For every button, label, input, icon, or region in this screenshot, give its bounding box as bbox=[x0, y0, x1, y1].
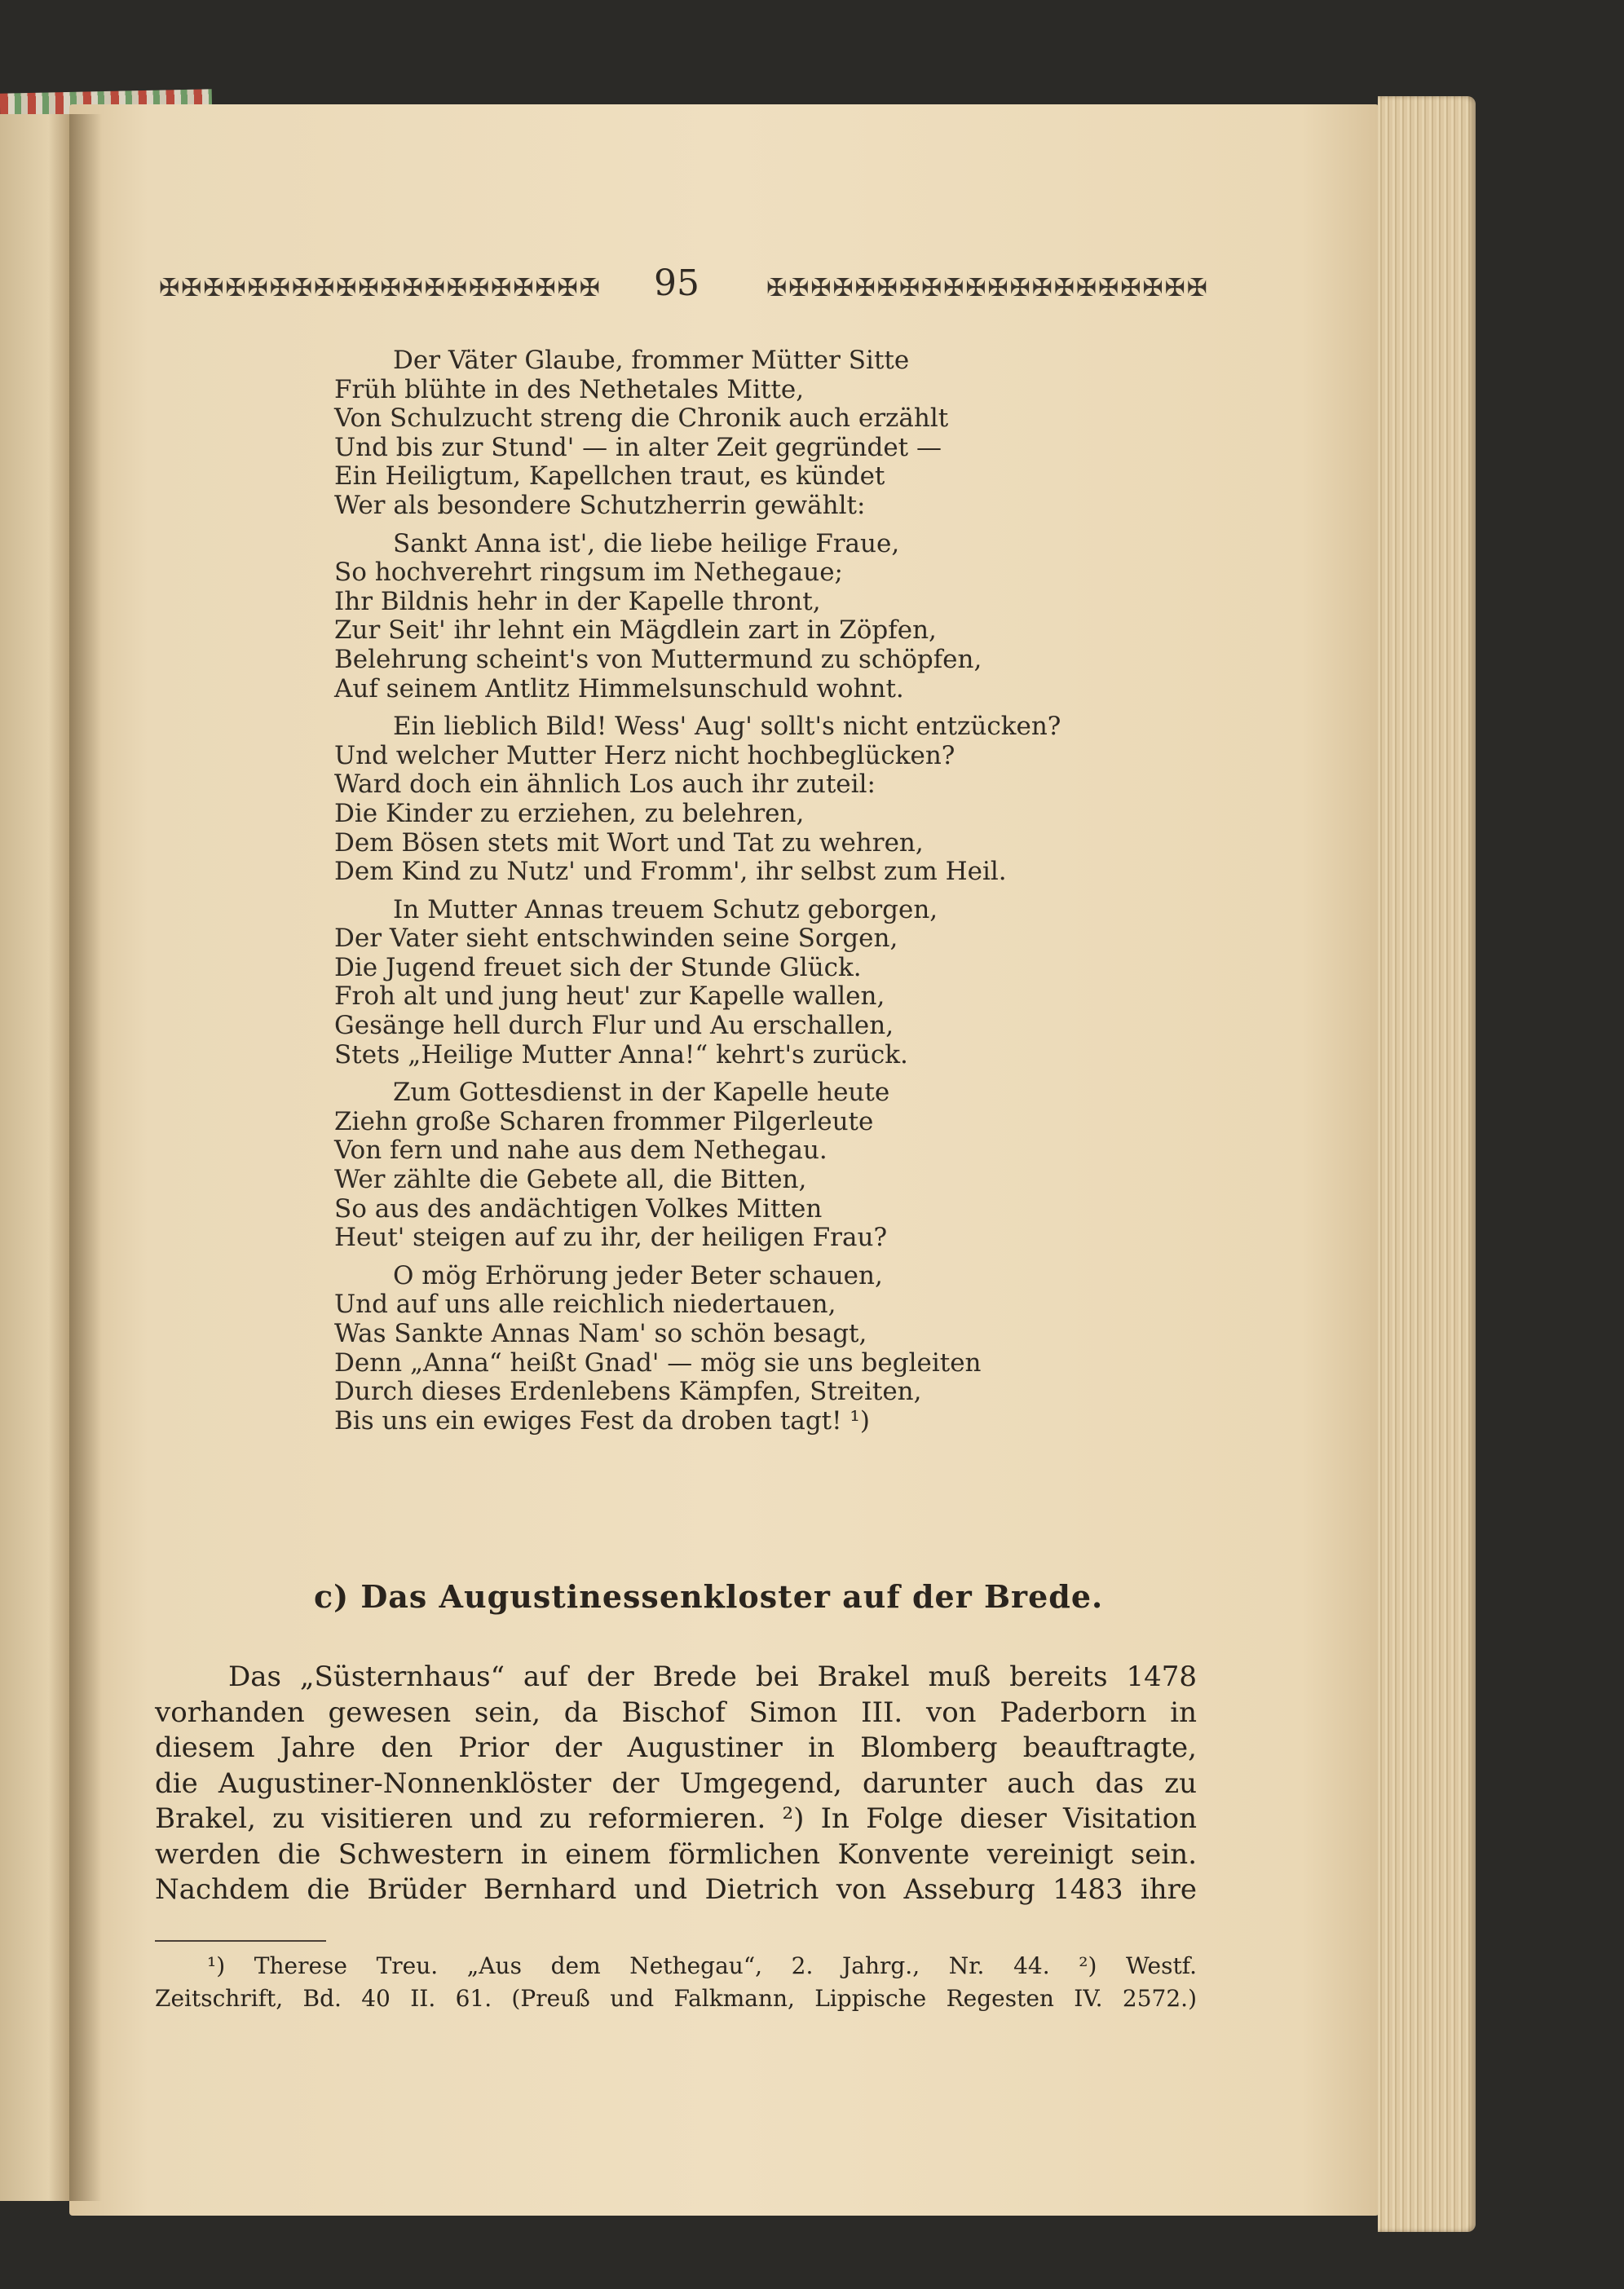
poem-line: Der Väter Glaube, frommer Mütter Sitte bbox=[393, 346, 910, 375]
poem-stanza bbox=[334, 1262, 1150, 1436]
footnote-line: Zeitschrift, Bd. 40 II. 61. (Preuß und Falkmann, Lippische Regesten IV. 2572.) bbox=[155, 1985, 1197, 2012]
footnotes bbox=[155, 1950, 1197, 2015]
poem-line: Von Schulzucht streng die Chronik auch erzählt bbox=[334, 404, 949, 434]
poem-line: So aus des andächtigen Volkes Mitten bbox=[334, 1193, 823, 1224]
poem-line: Stets „Heilige Mutter Anna!“ kehrt's zurück. bbox=[334, 1039, 908, 1070]
page-number: 95 bbox=[654, 262, 699, 304]
poem-line: Früh blühte in des Nethetales Mitte, bbox=[334, 374, 805, 404]
poem-line: Dem Bösen stets mit Wort und Tat zu wehren, bbox=[334, 827, 924, 858]
poem-line: Zum Gottesdienst in der Kapelle heute bbox=[393, 1078, 890, 1108]
poem-line: Die Jugend freuet sich der Stunde Glück. bbox=[334, 952, 862, 982]
poem-line: Ihr Bildnis hehr in der Kapelle thront, bbox=[334, 586, 821, 616]
poem-stanza bbox=[334, 1078, 1150, 1253]
section-heading: c) Das Augustinessenkloster auf der Brede. bbox=[314, 1578, 1104, 1615]
poem-stanza bbox=[334, 530, 1150, 704]
poem-stanza bbox=[334, 896, 1150, 1070]
poem-line: Auf seinem Antlitz Himmelsunschuld wohnt. bbox=[334, 673, 904, 703]
poem-line: Heut' steigen auf zu ihr, der heiligen Frau? bbox=[334, 1223, 888, 1253]
poem-stanza bbox=[334, 712, 1150, 887]
poem-line: Sankt Anna ist', die liebe heilige Fraue, bbox=[393, 528, 900, 558]
poem-line: Belehrung scheint's von Muttermund zu schöpfen, bbox=[334, 644, 982, 674]
header-ornament-left: ✠✠✠✠✠✠✠✠✠✠✠✠✠✠✠✠✠✠✠✠ bbox=[159, 274, 602, 302]
poem-line: Von fern und nahe aus dem Nethegau. bbox=[334, 1136, 827, 1166]
body-line: diesem Jahre den Prior der Augustiner in Blomberg beauftragte, bbox=[155, 1731, 1197, 1764]
header-ornament-right: ✠✠✠✠✠✠✠✠✠✠✠✠✠✠✠✠✠✠✠✠ bbox=[766, 274, 1209, 302]
poem-line: Die Kinder zu erziehen, zu belehren, bbox=[334, 798, 805, 828]
poem bbox=[334, 346, 1150, 1444]
body-paragraph bbox=[155, 1660, 1197, 1908]
poem-line: In Mutter Annas treuem Schutz geborgen, bbox=[393, 894, 938, 924]
poem-line: Ziehn große Scharen frommer Pilgerleute bbox=[334, 1106, 874, 1136]
poem-line: Und bis zur Stund' — in alter Zeit gegründet — bbox=[334, 432, 942, 462]
page-stack-edges bbox=[1378, 96, 1476, 2232]
poem-line: Durch dieses Erdenlebens Kämpfen, Streiten, bbox=[334, 1377, 922, 1407]
poem-line: Gesänge hell durch Flur und Au erschallen, bbox=[334, 1011, 894, 1041]
poem-line: Wer als besondere Schutzherrin gewählt: bbox=[334, 490, 866, 520]
poem-line: Was Sankte Annas Nam' so schön besagt, bbox=[334, 1319, 867, 1348]
body-line: die Augustiner-Nonnenklöster der Umgegend, darunter auch das zu bbox=[155, 1766, 1197, 1800]
poem-line: Dem Kind zu Nutz' und Fromm', ihr selbst zum Heil. bbox=[334, 857, 1007, 887]
poem-line: Bis uns ein ewiges Fest da droben tagt! ¹) bbox=[334, 1405, 870, 1436]
poem-line: Ein Heiligtum, Kapellchen traut, es kündet bbox=[334, 461, 885, 492]
body-line: Nachdem die Brüder Bernhard und Dietrich von Asseburg 1483 ihre bbox=[155, 1873, 1197, 1906]
poem-line: Und auf uns alle reichlich niedertauen, bbox=[334, 1290, 836, 1320]
footnote-rule bbox=[155, 1940, 326, 1942]
body-line: Brakel, zu visitieren und zu reformieren. ²) In Folge dieser Visitation bbox=[155, 1802, 1197, 1835]
poem-line: O mög Erhörung jeder Beter schauen, bbox=[393, 1260, 883, 1290]
footnote-line: ¹) Therese Treu. „Aus dem Nethegau“, 2. Jahrg., Nr. 44. ²) Westf. bbox=[207, 1952, 1197, 1979]
poem-line: Wer zählte die Gebete all, die Bitten, bbox=[334, 1165, 807, 1195]
poem-line: Denn „Anna“ heißt Gnad' — mög sie uns begleiten bbox=[334, 1347, 982, 1378]
spine-shadow bbox=[69, 114, 102, 2201]
poem-line: Froh alt und jung heut' zur Kapelle wallen, bbox=[334, 981, 885, 1012]
left-page-edge bbox=[0, 114, 72, 2201]
poem-line: So hochverehrt ringsum im Nethegaue; bbox=[334, 558, 843, 588]
body-line: werden die Schwestern in einem förmlichen Konvente vereinigt sein. bbox=[155, 1837, 1197, 1871]
poem-line: Ward doch ein ähnlich Los auch ihr zuteil: bbox=[334, 770, 876, 800]
poem-line: Und welcher Mutter Herz nicht hochbeglücken? bbox=[334, 740, 955, 770]
body-line: vorhanden gewesen sein, da Bischof Simon III. von Paderborn in bbox=[155, 1696, 1197, 1729]
poem-stanza bbox=[334, 346, 1150, 521]
poem-line: Zur Seit' ihr lehnt ein Mägdlein zart in Zöpfen, bbox=[334, 615, 937, 646]
poem-line: Ein lieblich Bild! Wess' Aug' sollt's nicht entzücken? bbox=[393, 712, 1061, 742]
body-line: Das „Süsternhaus“ auf der Brede bei Brakel muß bereits 1478 bbox=[228, 1661, 1197, 1693]
poem-line: Der Vater sieht entschwinden seine Sorgen, bbox=[334, 924, 898, 954]
